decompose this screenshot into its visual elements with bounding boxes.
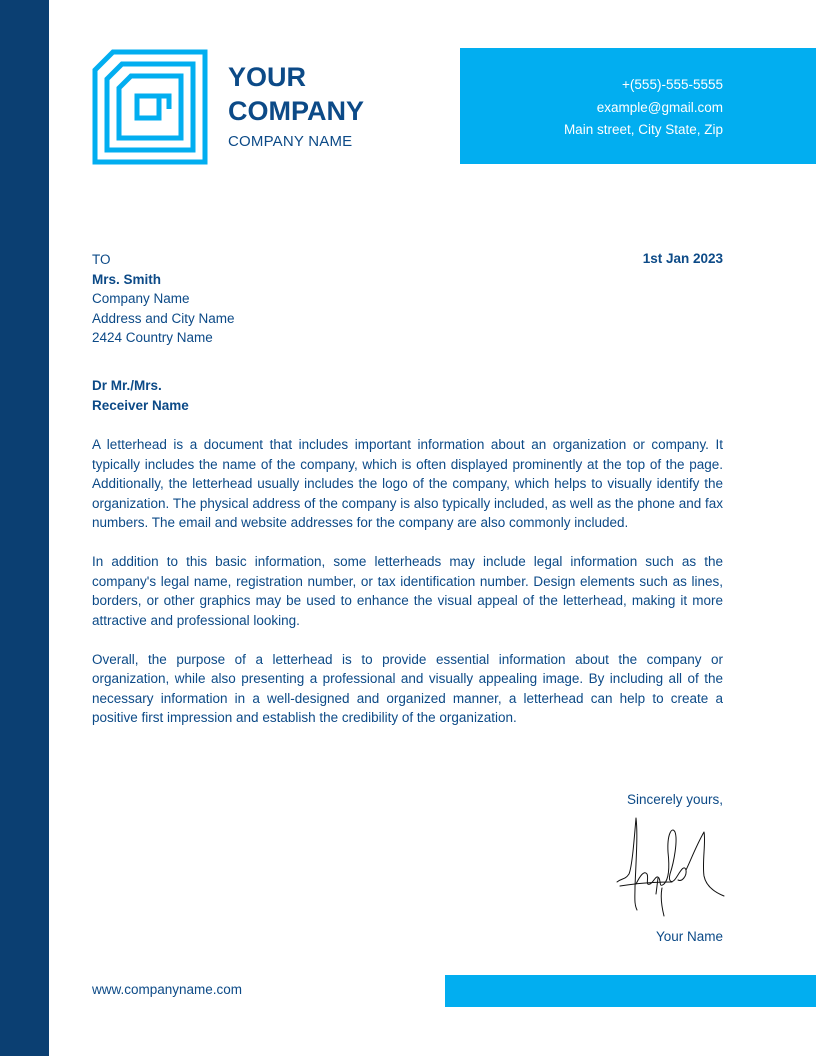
recipient-country: 2424 Country Name [92,330,213,345]
salutation [92,376,189,416]
salutation-line2: Receiver Name [92,398,189,413]
signer-name: Your Name [655,929,723,944]
recipient-address: Address and City Name [92,310,235,326]
left-sidebar-bar [0,0,49,1056]
footer-accent-bar [445,975,816,1007]
contact-box [460,48,816,164]
company-title-line1: YOUR [228,62,307,92]
company-brand [228,60,364,150]
contact-phone: +(555)-555-5555 [622,77,723,92]
contact-email: example@gmail.com [596,99,723,115]
body-paragraph: In addition to this basic information, some letterheads may include legal information such as the company's legal name, registration number, or tax identification number. Design elements such as lines, borders, or other graphics may be used to enhance the visual appeal of the letterhead, making it more attractive and professional looking. [92,554,723,628]
closing-text: Sincerely yours, [626,792,723,807]
footer-website[interactable]: www.companyname.com [92,982,243,997]
company-logo-icon [91,48,208,165]
company-title-line2: COMPANY [228,96,365,126]
recipient-to-label: TO [92,252,111,267]
company-subtitle: COMPANY NAME [228,133,353,150]
recipient-company: Company Name [92,291,190,306]
body-paragraph: A letterhead is a document that includes important information about an organization or company. It typically includes the name of the company, which is often displayed prominently at the top of the page. Additionally, the letterhead usually includes the logo of the company, which helps to visually identify the organization. The physical address of the company is also typically included, as well as the phone and fax numbers. The email and website addresses for the company are also commonly included. [92,437,723,530]
body-paragraph: Overall, the purpose of a letterhead is to provide essential information about the company or organization, while also presenting a professional and visually appealing image. By including all of the necessary information in a well-designed and organized manner, a letterhead can help to create a positive first impression and establish the credibility of the organization. [92,651,723,725]
recipient-block [92,250,235,348]
letter-body [92,435,723,747]
salutation-line1: Dr Mr./Mrs. [92,378,162,393]
letter-date: 1st Jan 2023 [642,251,723,266]
recipient-name: Mrs. Smith [92,271,162,287]
signature-icon [612,812,727,918]
contact-address: Main street, City State, Zip [563,122,723,137]
